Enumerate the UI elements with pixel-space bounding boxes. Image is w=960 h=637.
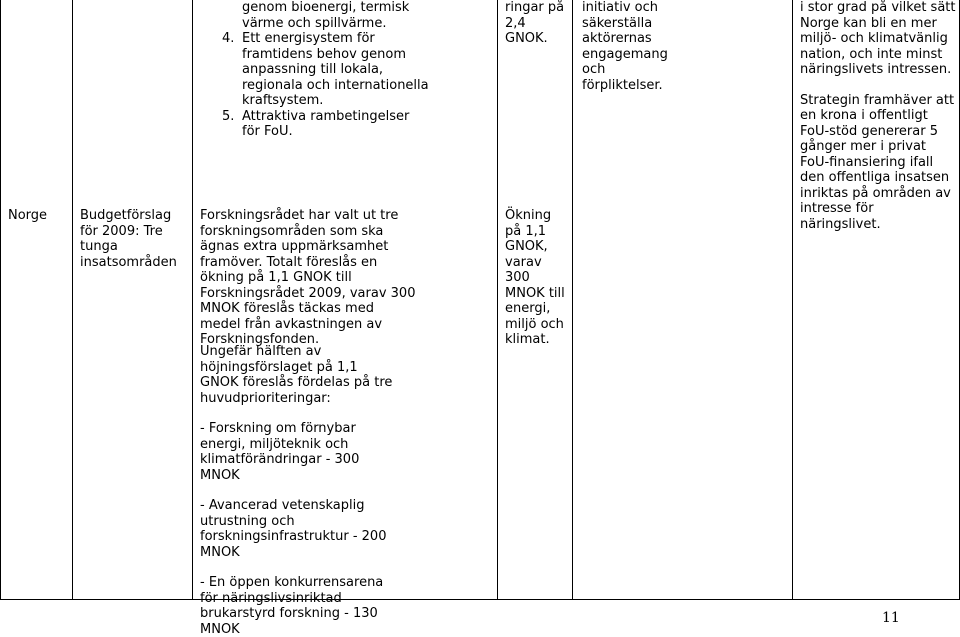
list-item: [200, 31, 430, 109]
priorities-block: [200, 344, 400, 637]
column-divider: [0, 0, 1, 600]
amount-top-cell: [505, 0, 567, 47]
column-divider: [572, 0, 573, 600]
priority-bullet: - Forskning om förnybar energi, miljöteknik och klimatförändringar - 300 MNOK: [200, 421, 360, 483]
amount-bottom-cell: [505, 208, 567, 348]
column-divider: [497, 0, 498, 600]
list-item-number: 5.: [222, 108, 235, 124]
table-bottom-border: [0, 599, 960, 600]
description-paragraph: Forskningsrådet har valt ut tre forskningsområden som ska ägnas extra uppmärksamhet framöver. Totalt föreslås en ökning på 1,1 GNOK till Forskningsrådet 2009, varav 300 MNOK föreslås täckas med medel från avkastningen av Forskningsfonden.: [200, 208, 416, 347]
strategy-paragraph: Strategin framhäver att en krona i offentligt FoU-stöd genererar 5 gånger mer i privat FoU-finansiering ifall den offentliga insatsen inriktas på områden av intresse för näringslivet.: [800, 92, 955, 232]
continued-text: genom bioenergi, termisk värme och spillvärme.: [242, 0, 410, 31]
country-cell: [8, 208, 68, 224]
strategy-cell: [800, 0, 956, 232]
description-paragraph-block: [200, 208, 418, 348]
list-item: [200, 109, 430, 140]
description-cell: [200, 0, 430, 140]
priority-bullet: - En öppen konkurrensarena för näringslivsinriktad brukarstyrd forskning - 130 MNOK: [200, 575, 384, 637]
priorities-intro: Ungefär hälften av höjningsförslaget på 1,1 GNOK föreslås fördelas på tre huvudprioriteringar:: [200, 344, 393, 406]
column-divider: [72, 0, 73, 600]
amount-top-text: ringar på 2,4 GNOK.: [505, 0, 565, 46]
page-number: 11: [882, 610, 900, 626]
proposal-title: Budgetförslag för 2009: Tre tunga insatsområden: [80, 208, 177, 270]
strategy-paragraph: i stor grad på vilket sätt Norge kan bli en mer miljö- och klimatvänlig nation, och inte minst näringslivets intressen.: [800, 0, 956, 77]
column-divider: [792, 0, 793, 600]
commitment-cell: [582, 0, 682, 93]
list-item-number: 4.: [222, 31, 235, 46]
proposal-cell: [80, 208, 188, 270]
commitment-text: initiativ och säkerställa aktörernas engagemang och förpliktelser.: [582, 0, 668, 93]
column-divider: [192, 0, 193, 600]
priority-list: [200, 31, 430, 140]
country-name: Norge: [8, 208, 48, 223]
priority-bullet: - Avancerad vetenskaplig utrustning och forskningsinfrastruktur - 200 MNOK: [200, 498, 387, 560]
amount-bottom-text: Ökning på 1,1 GNOK, varav 300 MNOK till energi, miljö och klimat.: [505, 208, 565, 347]
list-item-text: Ett energisystem för framtidens behov genom anpassning till lokala, regionala och internationella kraftsystem.: [242, 31, 429, 108]
list-item-text: Attraktiva rambetingelser för FoU.: [242, 108, 410, 139]
